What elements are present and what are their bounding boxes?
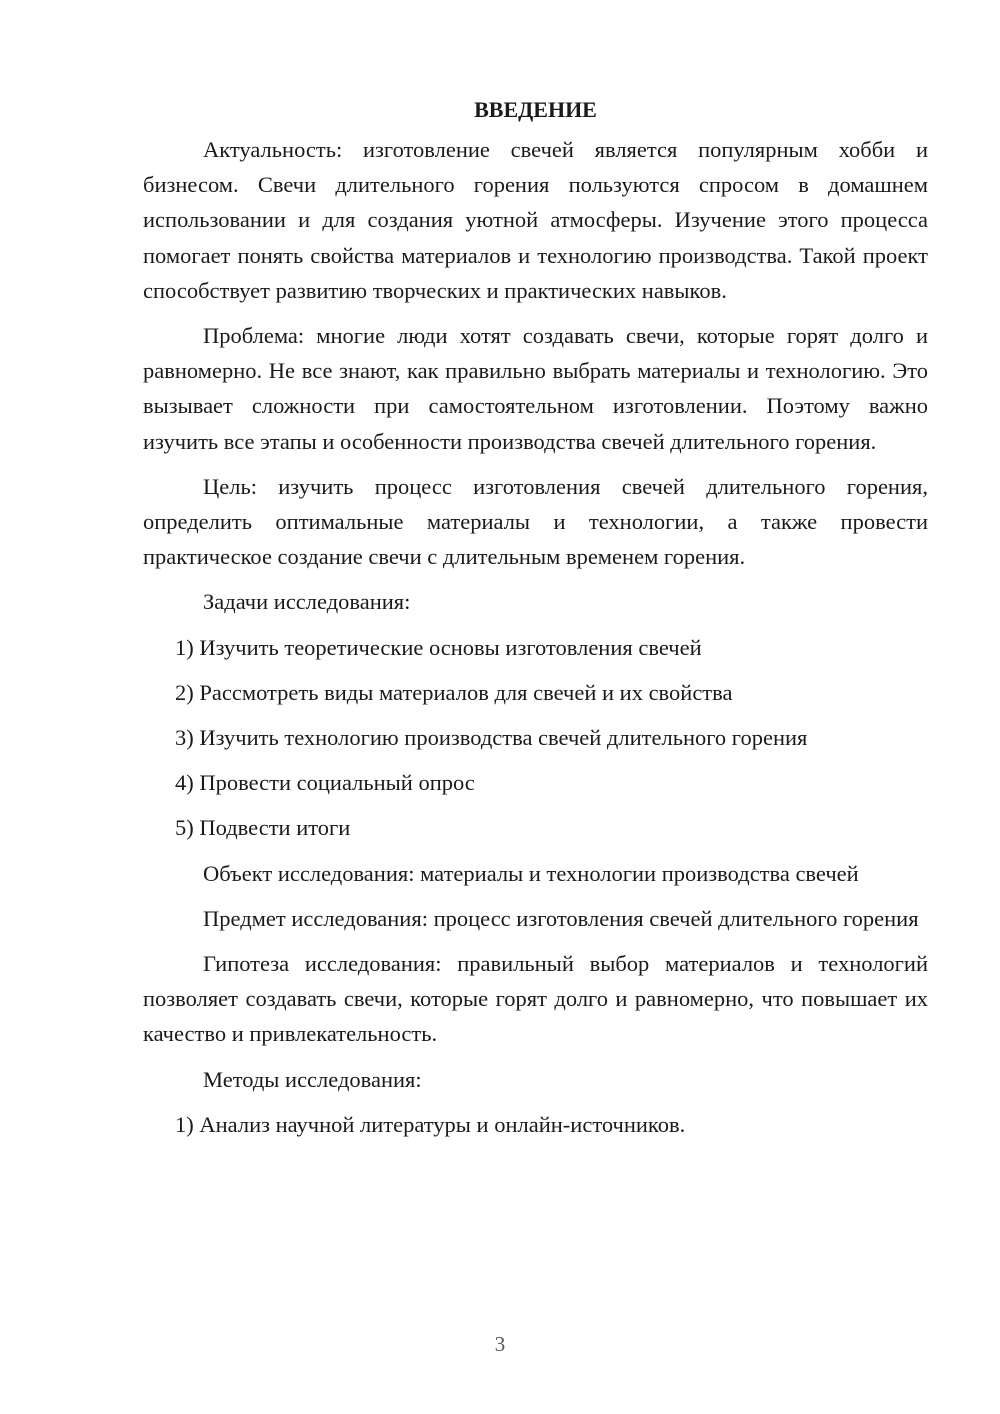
methods-heading: Методы исследования:	[203, 1066, 422, 1092]
method-item: 1) Анализ научной литературы и онлайн-источников.	[175, 1111, 686, 1137]
page-number: 3	[494, 1332, 506, 1356]
task-item: 3) Изучить технологию производства свечей длительного горения	[175, 725, 808, 751]
task-item: 5) Подвести итоги	[175, 815, 351, 841]
goal-paragraph: Цель: изучить процесс изготовления свечей длительного горения, определить оптимальные материалы и технологии, а также провести практическое создание свечи с длительным временем горения.	[143, 473, 928, 570]
subject-paragraph: Предмет исследования: процесс изготовления свечей длительного горения	[203, 905, 919, 931]
methods-list	[143, 1107, 928, 1142]
task-item: 2) Рассмотреть виды материалов для свечей и их свойства	[175, 679, 733, 705]
tasks-list	[143, 630, 928, 846]
hypothesis-paragraph: Гипотеза исследования: правильный выбор материалов и технологий позволяет создавать свечи, которые горят долго и равномерно, что повышает их качество и привлекательность.	[143, 951, 928, 1047]
task-item: 4) Провести социальный опрос	[175, 770, 475, 796]
document-page	[143, 92, 928, 1152]
object-paragraph: Объект исследования: материалы и технологии производства свечей	[203, 860, 859, 886]
task-item: 1) Изучить теоретические основы изготовления свечей	[175, 634, 702, 660]
document-title: ВВЕДЕНИЕ	[474, 97, 597, 122]
tasks-heading: Задачи исследования:	[203, 589, 411, 615]
problem-paragraph: Проблема: многие люди хотят создавать свечи, которые горят долго и равномерно. Не все знают, как правильно выбрать материалы и технологию. Это вызывает сложности при самостоятельном изготовлении. Поэтому важно изучить все этапы и особенности производства свечей длительного горения.	[143, 323, 928, 454]
relevance-paragraph: Актуальность: изготовление свечей является популярным хобби и бизнесом. Свечи длительного горения пользуются спросом в домашнем использовании и для создания уютной атмосферы. Изучение этого процесса помогает понять свойства материалов и технологию производства. Такой проект способствует развитию творческих и практических навыков.	[143, 137, 928, 303]
